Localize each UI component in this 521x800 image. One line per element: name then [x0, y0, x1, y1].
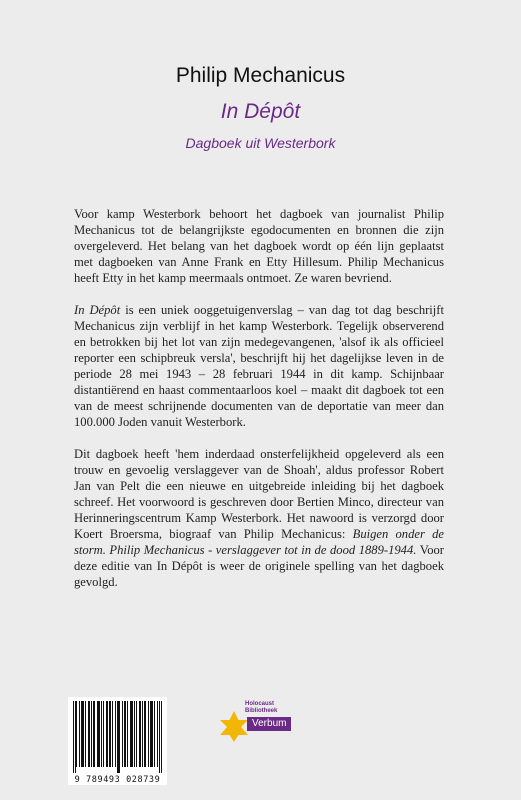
book-title: In Dépôt — [220, 100, 301, 123]
blurb-text — [74, 206, 444, 590]
publisher-name: Verbum — [247, 717, 291, 731]
star-icon — [217, 709, 251, 743]
author-name: Philip Mechanicus — [175, 64, 346, 87]
publisher-logo — [217, 701, 307, 751]
book-subtitle: Dagboek uit Westerbork — [185, 135, 336, 151]
blurb-paragraph-3-text-a: Dit dagboek heeft 'hem inderdaad onsterfelijkheid opgeleverd als een trouw en gevoelig verslaggever van de Shoah', aldus professor Robert Jan van Pelt die een nieuwe en uitgebreide inleiding bij het dagboek schreef. Het voorwoord is geschreven door Bertien Minco, directeur van Herinneringscentrum Kamp Westerbork. Het nawoord is verzorgd door Koert Broersma, biograaf van Philip Mechanicus: — [74, 447, 444, 541]
blurb-paragraph-2-text: is een uniek ooggetuigenverslag – van dag tot dag beschrijft Mechanicus zijn verblijf in het kamp Westerbork. Tegelijk observerend en betrokken bij het lot van zijn medegevangenen, 'alsof ik als officieel reporter een schipbreuk versla', beschrijft hij het dagelijkse leven in de periode 28 mei 1943 – 28 februari 1944 in dit kamp. Schijnbaar distantiërend en haast commentaarloos koel – maakt dit dagboek tot een van de meest schrijnende documenten van de deportatie van meer dan 100.000 Joden vanuit Westerbork. — [74, 303, 444, 429]
blurb-biography-title: Buigen onder de storm. Philip Mechanicus - verslaggever tot in de dood 1889-1944. — [74, 527, 444, 557]
blurb-paragraph-1: Voor kamp Westerbork behoort het dagboek van journalist Philip Mechanicus tot de belangrijkste egodocumenten en bronnen die zijn overgeleverd. Het belang van het dagboek wordt op één lijn geplaatst met dagboeken van Anne Frank en Etty Hillesum. Philip Mechanicus heeft Etty in het kamp meermaals ontmoet. Ze waren bevriend. — [74, 207, 444, 285]
barcode-digits: 9 789493 028739 — [68, 775, 167, 785]
barcode-bars — [68, 697, 167, 775]
blurb-paragraph-2 — [74, 302, 444, 430]
blurb-title-italic: In Dépôt — [74, 303, 121, 317]
isbn-barcode — [68, 697, 167, 785]
publisher-series: Holocaust Bibliotheek — [245, 701, 278, 714]
blurb-paragraph-3-text-b: Voor deze editie van In Dépôt is weer de originele spelling van het dagboek gevolgd. — [74, 543, 444, 589]
blurb-paragraph-3 — [74, 446, 444, 590]
